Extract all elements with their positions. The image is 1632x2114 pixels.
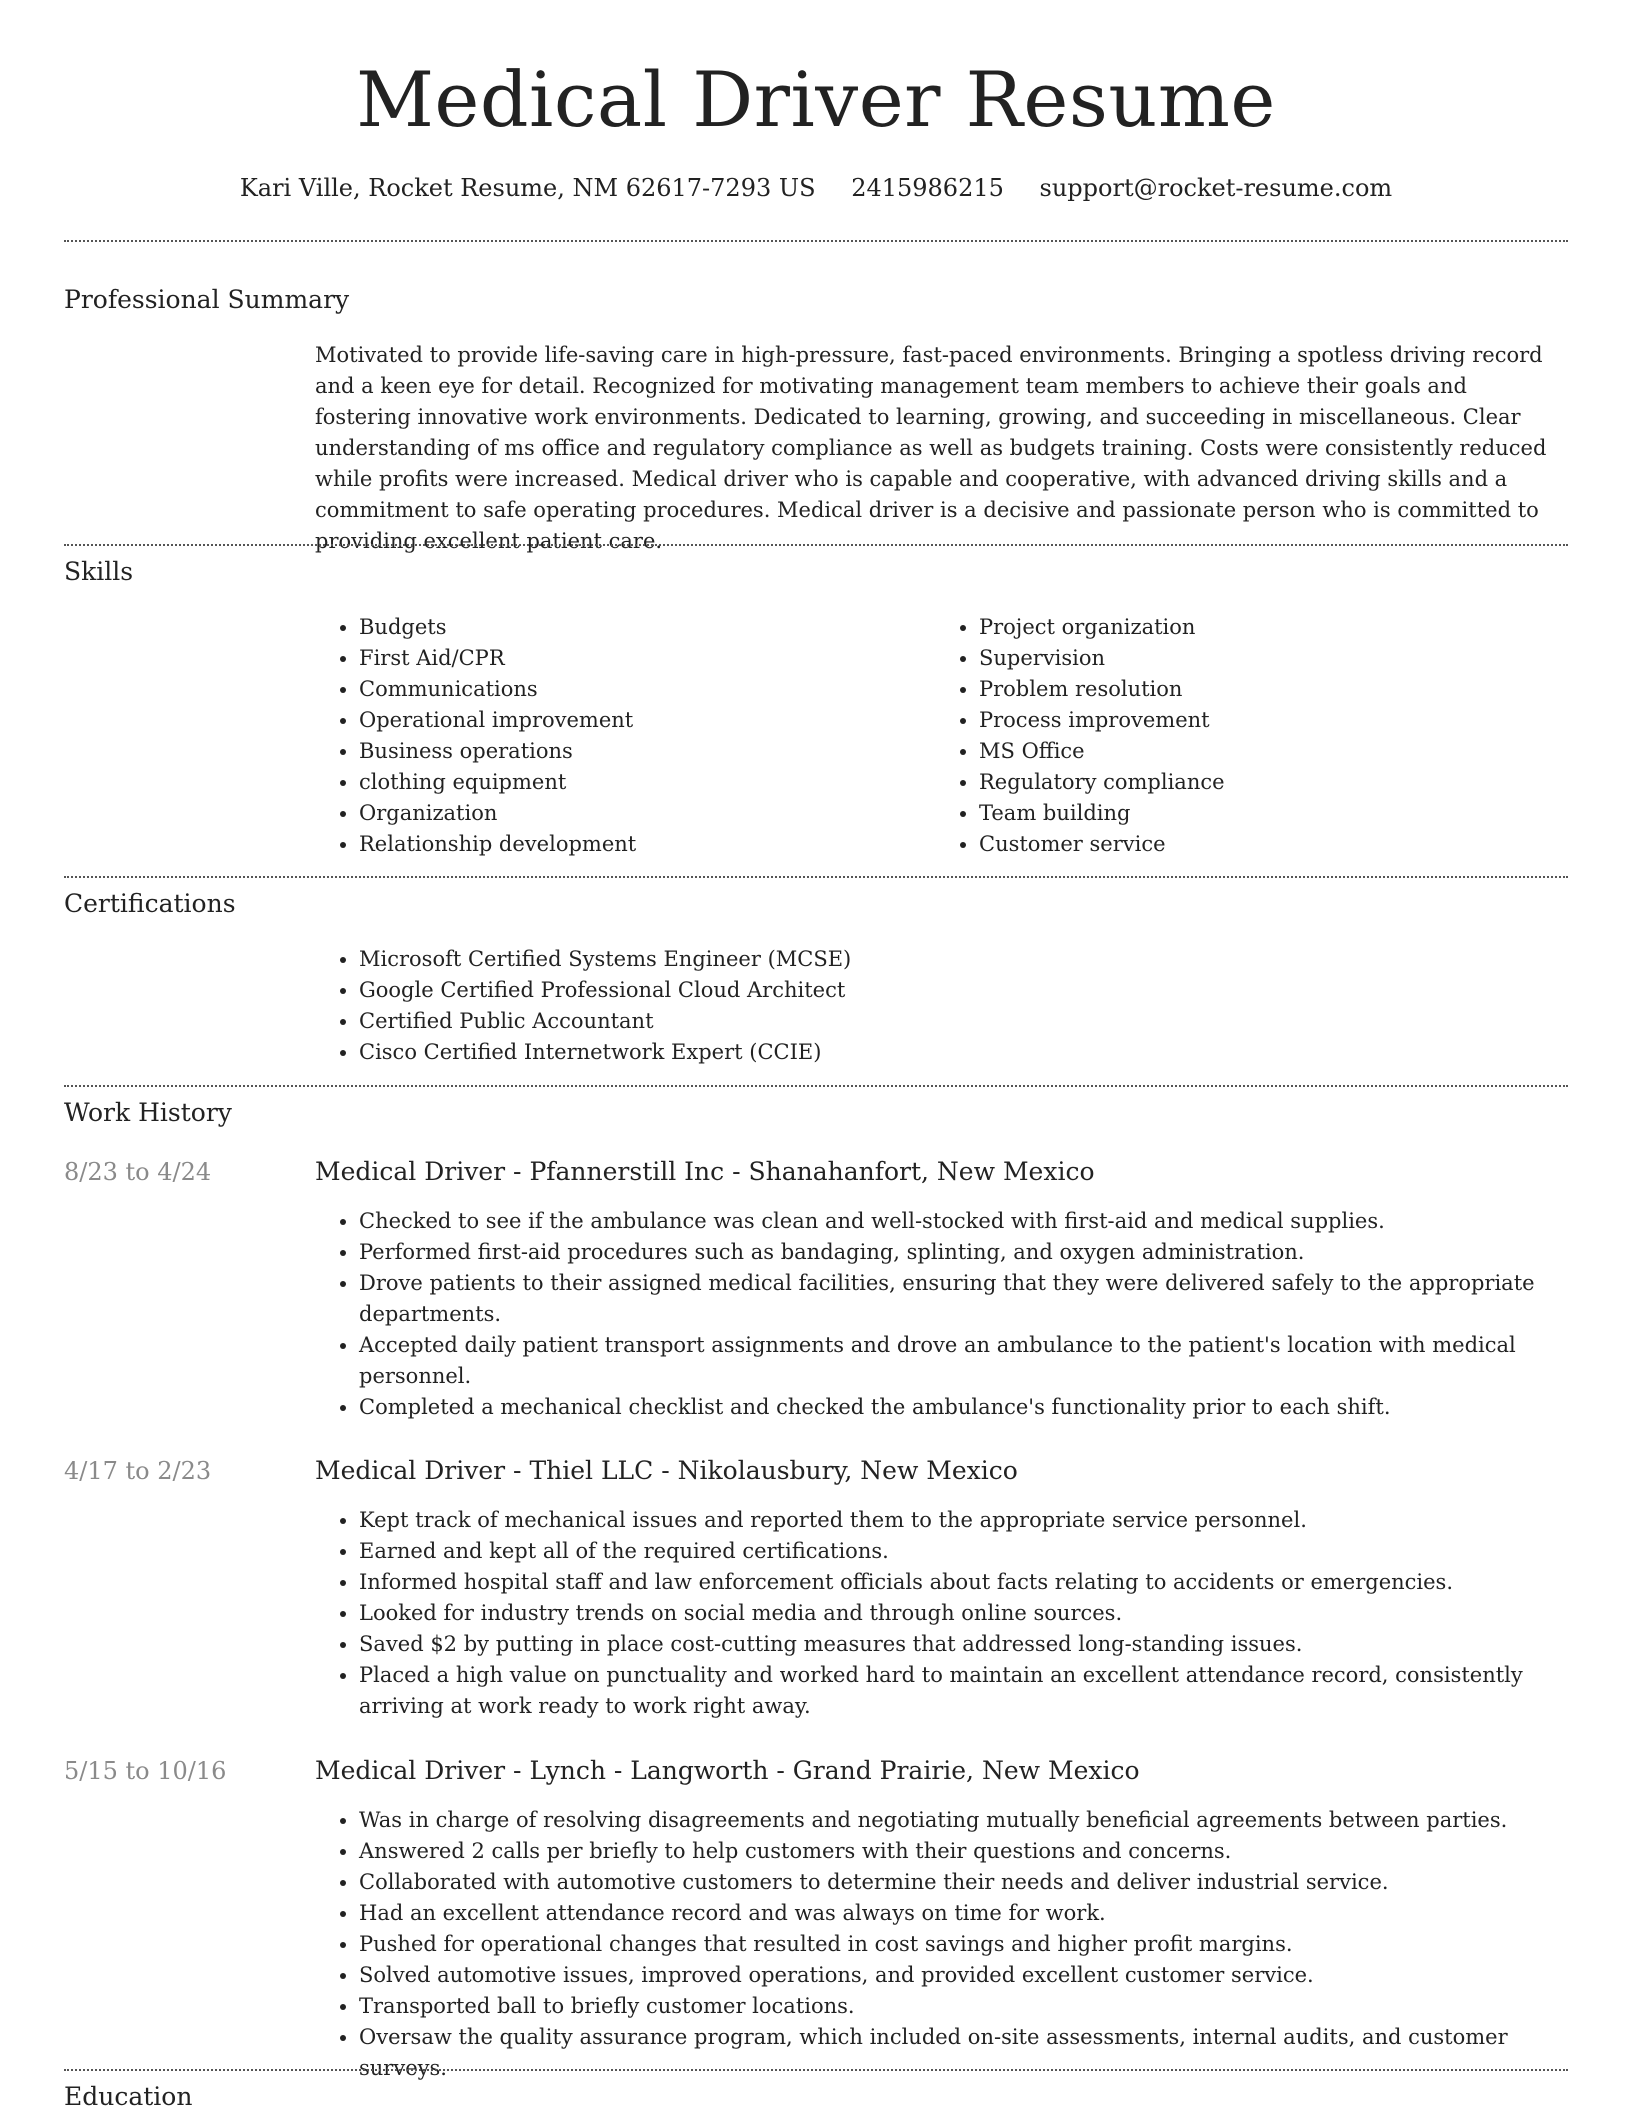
job-duties (315, 1505, 1565, 1722)
duty-item: • Placed a high value on punctuality and worked hard to maintain an excellent attendance record, consistently arriving at work ready to work right away. (359, 1660, 1565, 1722)
duty-item: • Checked to see if the ambulance was clean and well-stocked with first-aid and medical supplies. (359, 1206, 1565, 1237)
skill-item: • Regulatory compliance (979, 767, 1555, 798)
skill-item: • Supervision (979, 643, 1555, 674)
job-duties (315, 1805, 1565, 2084)
duty-item: • Kept track of mechanical issues and reported them to the appropriate service personnel. (359, 1505, 1565, 1536)
divider (64, 876, 1568, 878)
duty-item: • Collaborated with automotive customers to determine their needs and deliver industrial service. (359, 1867, 1565, 1898)
skill-item: • Process improvement (979, 705, 1555, 736)
contact-email: support@rocket-resume.com (1039, 174, 1393, 202)
skills-list-left (315, 612, 935, 860)
skill-item: • Budgets (359, 612, 935, 643)
duty-item: • Completed a mechanical checklist and checked the ambulance's functionality prior to each shift. (359, 1392, 1565, 1423)
duty-item: • Answered 2 calls per briefly to help customers with their questions and concerns. (359, 1836, 1565, 1867)
contact-phone: 2415986215 (851, 174, 1004, 202)
duty-item: • Earned and kept all of the required certifications. (359, 1536, 1565, 1567)
duty-item: • Was in charge of resolving disagreements and negotiating mutually beneficial agreements between parties. (359, 1805, 1565, 1836)
job-title: Medical Driver - Lynch - Langworth - Grand Prairie, New Mexico (315, 1756, 1140, 1785)
contact-address: Kari Ville, Rocket Resume, NM 62617-7293 US (239, 174, 816, 202)
resume-title: Medical Driver Resume (356, 55, 1276, 144)
section-title-skills: Skills (64, 557, 134, 586)
certification-item: • Certified Public Accountant (359, 1006, 1555, 1037)
skill-item: • Project organization (979, 612, 1555, 643)
section-title-summary: Professional Summary (64, 285, 350, 314)
duty-item: • Oversaw the quality assurance program, which included on-site assessments, internal audits, and customer surveys. (359, 2022, 1565, 2084)
job-dates: 5/15 to 10/16 (64, 1757, 227, 1785)
certification-item: • Microsoft Certified Systems Engineer (MCSE) (359, 944, 1555, 975)
duty-item: • Solved automotive issues, improved operations, and provided excellent customer service. (359, 1960, 1565, 1991)
skill-item: • Operational improvement (359, 705, 935, 736)
divider (64, 1085, 1568, 1087)
certification-item: • Cisco Certified Internetwork Expert (CCIE) (359, 1037, 1555, 1068)
section-title-education: Education (64, 2082, 193, 2111)
duty-item: • Transported ball to briefly customer locations. (359, 1991, 1565, 2022)
skill-item: • MS Office (979, 736, 1555, 767)
skill-item: • Customer service (979, 829, 1555, 860)
certifications-list (315, 944, 1555, 1068)
duty-item: • Informed hospital staff and law enforcement officials about facts relating to accidents or emergencies. (359, 1567, 1565, 1598)
duty-item: • Drove patients to their assigned medical facilities, ensuring that they were delivered safely to the appropriate departments. (359, 1268, 1565, 1330)
duty-item: • Performed first-aid procedures such as bandaging, splinting, and oxygen administration. (359, 1237, 1565, 1268)
skill-item: • Problem resolution (979, 674, 1555, 705)
duty-item: • Had an excellent attendance record and was always on time for work. (359, 1898, 1565, 1929)
skill-item: • Team building (979, 798, 1555, 829)
summary-text: Motivated to provide life-saving care in high-pressure, fast-paced environments. Bringing a spotless driving record and a keen eye for detail. Recognized for motivating management team members to achieve their goals and fostering innovative work environments. Dedicated to learning, growing, and succeeding in miscellaneous. Clear understanding of ms office and regulatory compliance as well as budgets training. Costs were consistently reduced while profits were increased. Medical driver who is capable and cooperative, with advanced driving skills and a commitment to safe operating procedures. Medical driver is a decisive and passionate person who is committed to providing excellent patient care. (315, 343, 1547, 553)
job-duties-list (315, 1805, 1565, 2084)
job-dates: 8/23 to 4/24 (64, 1158, 212, 1186)
skill-item: • Business operations (359, 736, 935, 767)
skill-item: • clothing equipment (359, 767, 935, 798)
section-title-certifications: Certifications (64, 889, 236, 918)
contact-line (64, 170, 1568, 206)
section-title-work-history: Work History (64, 1098, 232, 1127)
skill-item: • Organization (359, 798, 935, 829)
certifications-block (315, 944, 1555, 1068)
divider (64, 240, 1568, 242)
divider (64, 544, 1568, 546)
job-duties-list (315, 1206, 1565, 1423)
job-title: Medical Driver - Thiel LLC - Nikolausbury, New Mexico (315, 1456, 1018, 1485)
skill-item: • Relationship development (359, 829, 935, 860)
duty-item: • Looked for industry trends on social media and through online sources. (359, 1598, 1565, 1629)
skills-columns (315, 612, 1555, 860)
skill-item: • Communications (359, 674, 935, 705)
job-dates: 4/17 to 2/23 (64, 1457, 212, 1485)
duty-item: • Accepted daily patient transport assignments and drove an ambulance to the patient's location with medical personnel. (359, 1330, 1565, 1392)
divider (64, 2069, 1568, 2071)
skills-list-right (935, 612, 1555, 860)
skill-item: • First Aid/CPR (359, 643, 935, 674)
job-title: Medical Driver - Pfannerstill Inc - Shanahanfort, New Mexico (315, 1157, 1095, 1186)
job-duties-list (315, 1505, 1565, 1722)
certification-item: • Google Certified Professional Cloud Architect (359, 975, 1555, 1006)
duty-item: • Pushed for operational changes that resulted in cost savings and higher profit margins. (359, 1929, 1565, 1960)
job-duties (315, 1206, 1565, 1423)
duty-item: • Saved $2 by putting in place cost-cutting measures that addressed long-standing issues. (359, 1629, 1565, 1660)
